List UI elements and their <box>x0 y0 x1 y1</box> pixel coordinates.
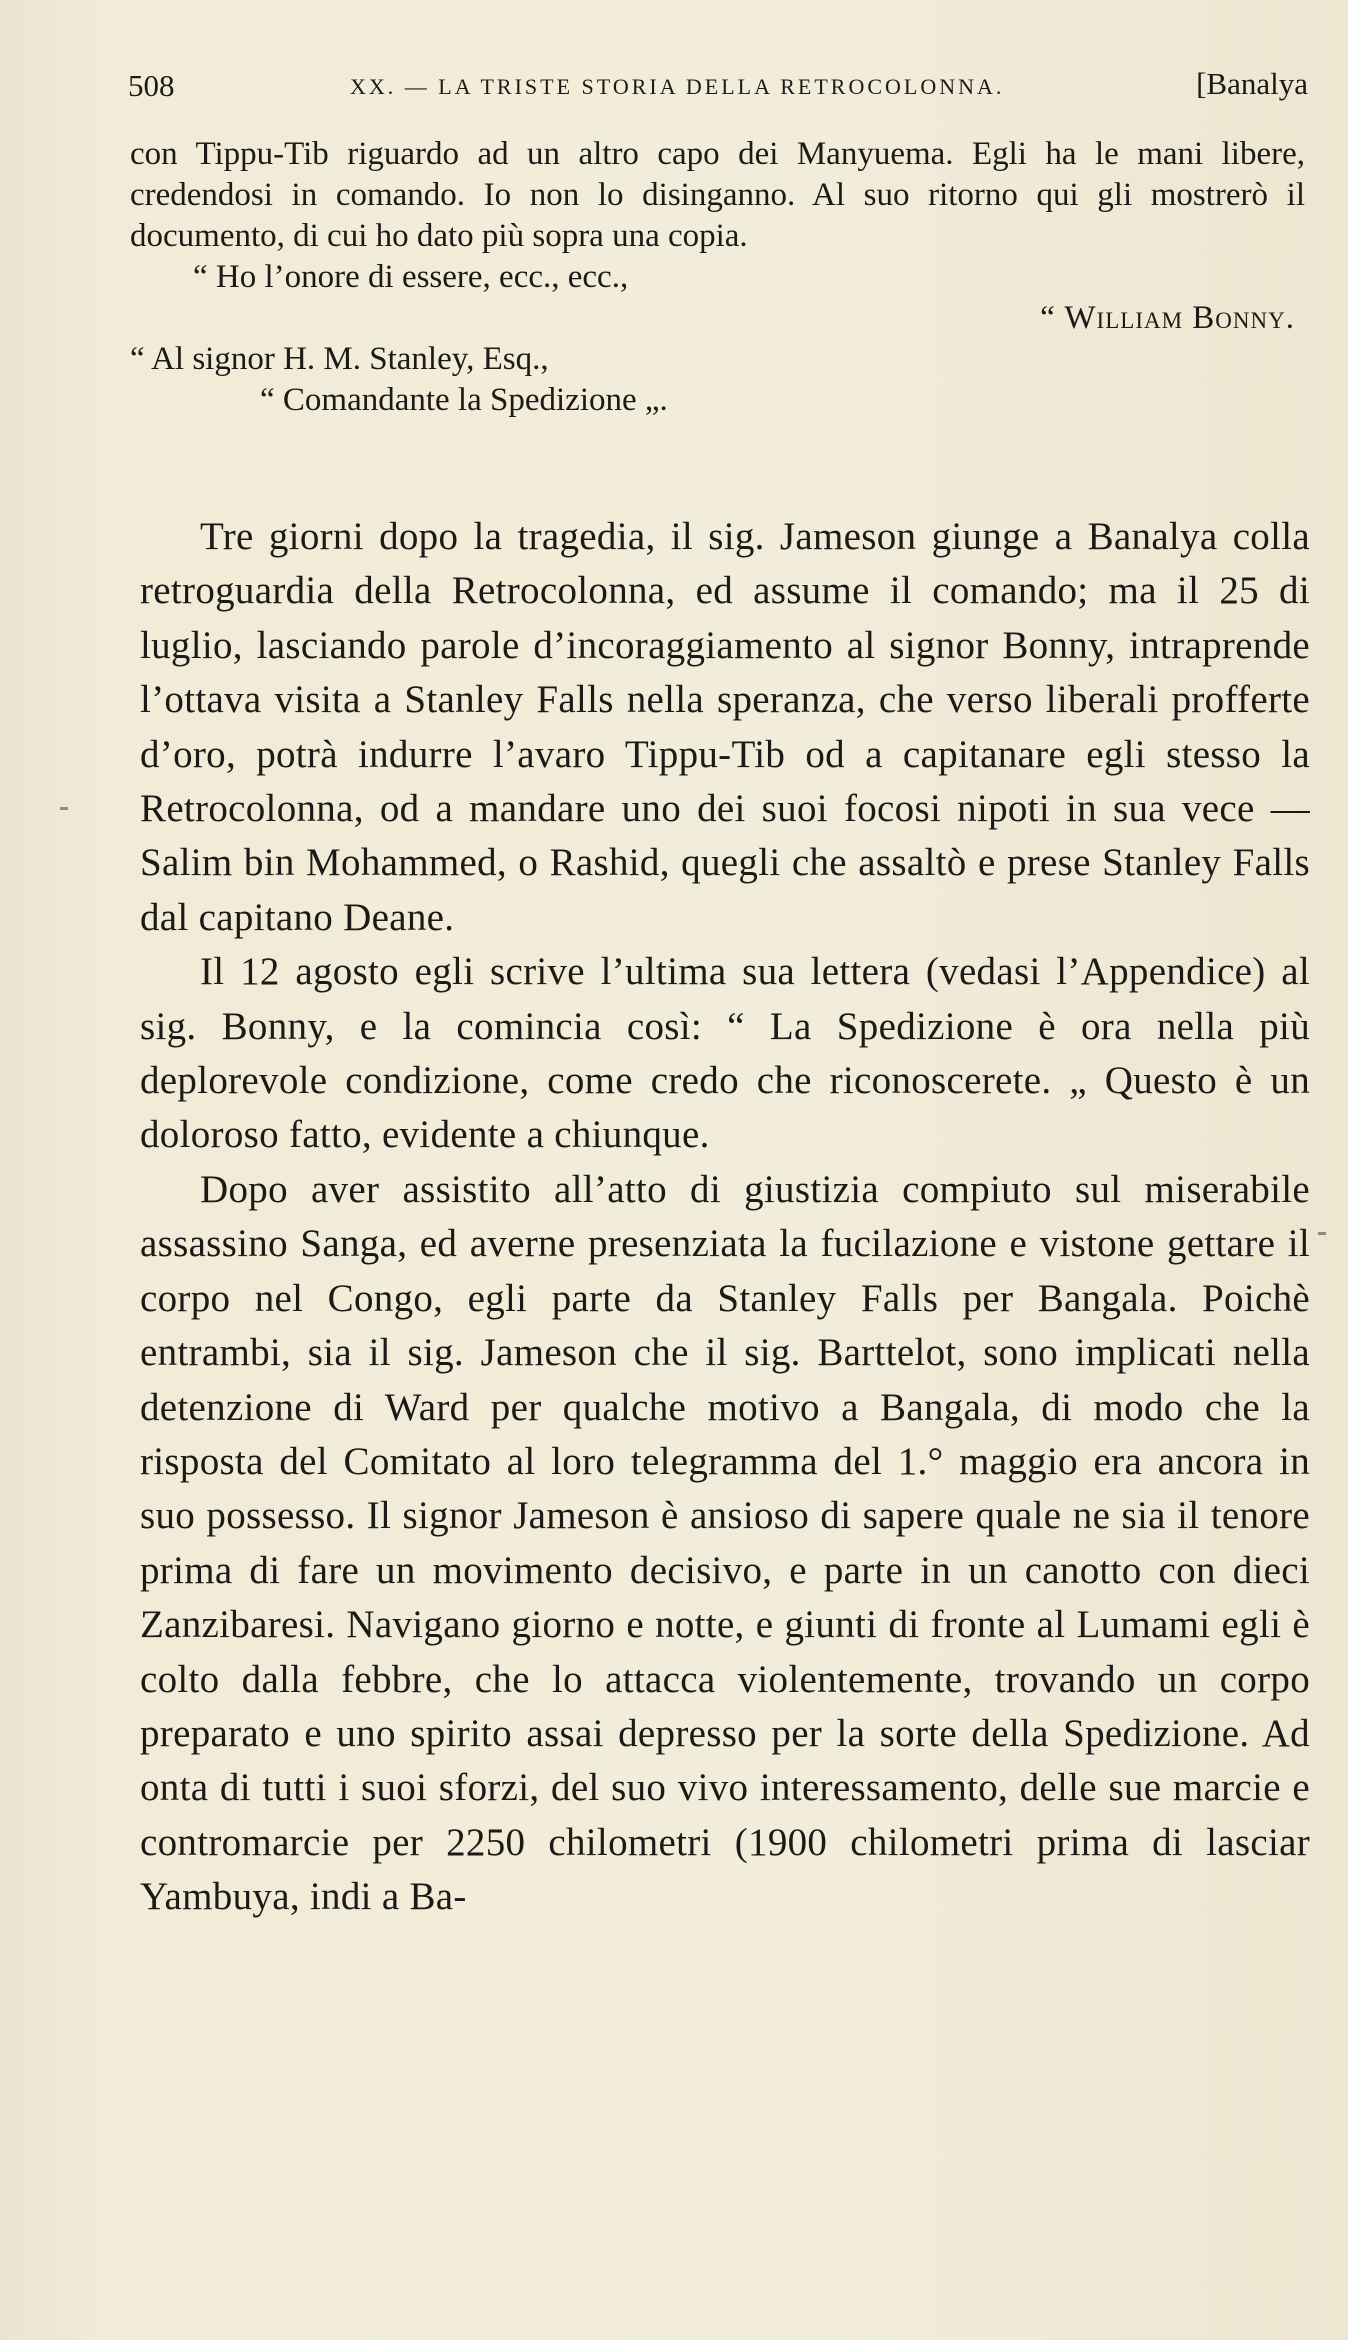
page-number: 508 <box>128 68 175 103</box>
paragraph-3: Dopo aver assistito all’atto di giustizia compiuto sul miserabile assassino Sanga, ed averne presenziata la fucilazione e vistone gettare il corpo nel Congo, egli parte da Stanley Falls per Bangala. Poichè entrambi, sia il sig. Jameson che il sig. Barttelot, sono implicati nella detenzione di Ward per qualche motivo a Bangala, di modo che la risposta del Comitato al loro telegramma del 1.° maggio era ancora in suo possesso. Il signor Jameson è ansioso di sapere quale ne sia il tenore prima di fare un movimento decisivo, e parte in un canotto con dieci Zanzibaresi. Navigano giorno e notte, e giunti di fronte al Lumami egli è colto dalla febbre, che lo attacca violentemente, trovando un corpo preparato e uno spirito assai depresso per la sorte della Spedizione. Ad onta di tutti i suoi sforzi, del suo vivo interessamento, delle sue marcie e contromarcie per 2250 chilometri (1900 chilometri prima di lasciar Yambuya, indi a Ba- <box>140 1167 1310 1919</box>
paragraph-2: Il 12 agosto egli scrive l’ultima sua lettera (vedasi l’Appendice) al sig. Bonny, e la comincia così: “ La Spedizione è ora nella più deplorevole condizione, come credo che riconoscerete. „ Questo è un doloroso fatto, evidente a chiunque. <box>140 950 1310 1157</box>
running-head <box>128 62 1308 112</box>
letter-body: con Tippu-Tib riguardo ad un altro capo dei Manyuema. Egli ha le mani libere, credendosi in comando. Io non lo disinganno. Al suo ritorno qui gli mostrerò il documento, di cui ho dato più sopra una copia. <box>130 136 1305 254</box>
section-marker: [Banalya <box>1196 66 1308 101</box>
paragraph-1: Tre giorni dopo la tragedia, il sig. Jameson giunge a Banalya colla retroguardia della Retrocolonna, ed assume il comando; ma il 25 di luglio, lasciando parole d’incoraggiamento al signor Bonny, intraprende l’ottava visita a Stanley Falls nella speranza, che verso liberali profferte d’oro, potrà indurre l’avaro Tippu-Tib od a capitanare egli stesso la Retrocolonna, od a mandare uno dei suoi focosi nipoti in sua vece — Salim bin Mohammed, o Rashid, quegli che assaltò e prese Stanley Falls dal capitano Deane. <box>140 515 1310 939</box>
letter-addressee-name: “ Al signor H. M. Stanley, Esq., <box>130 341 549 377</box>
letter-excerpt <box>130 134 1305 421</box>
chapter-title: XX. — LA TRISTE STORIA DELLA RETROCOLONNA. <box>350 74 1005 99</box>
letter-signature: “ William Bonny. <box>1040 300 1295 336</box>
letter-closing: “ Ho l’onore di essere, ecc., ecc., <box>193 259 629 295</box>
margin-mark <box>60 807 68 810</box>
letter-addressee-title: “ Comandante la Spedizione „. <box>260 382 668 418</box>
margin-mark <box>1318 1232 1326 1235</box>
main-text <box>140 510 1310 1925</box>
